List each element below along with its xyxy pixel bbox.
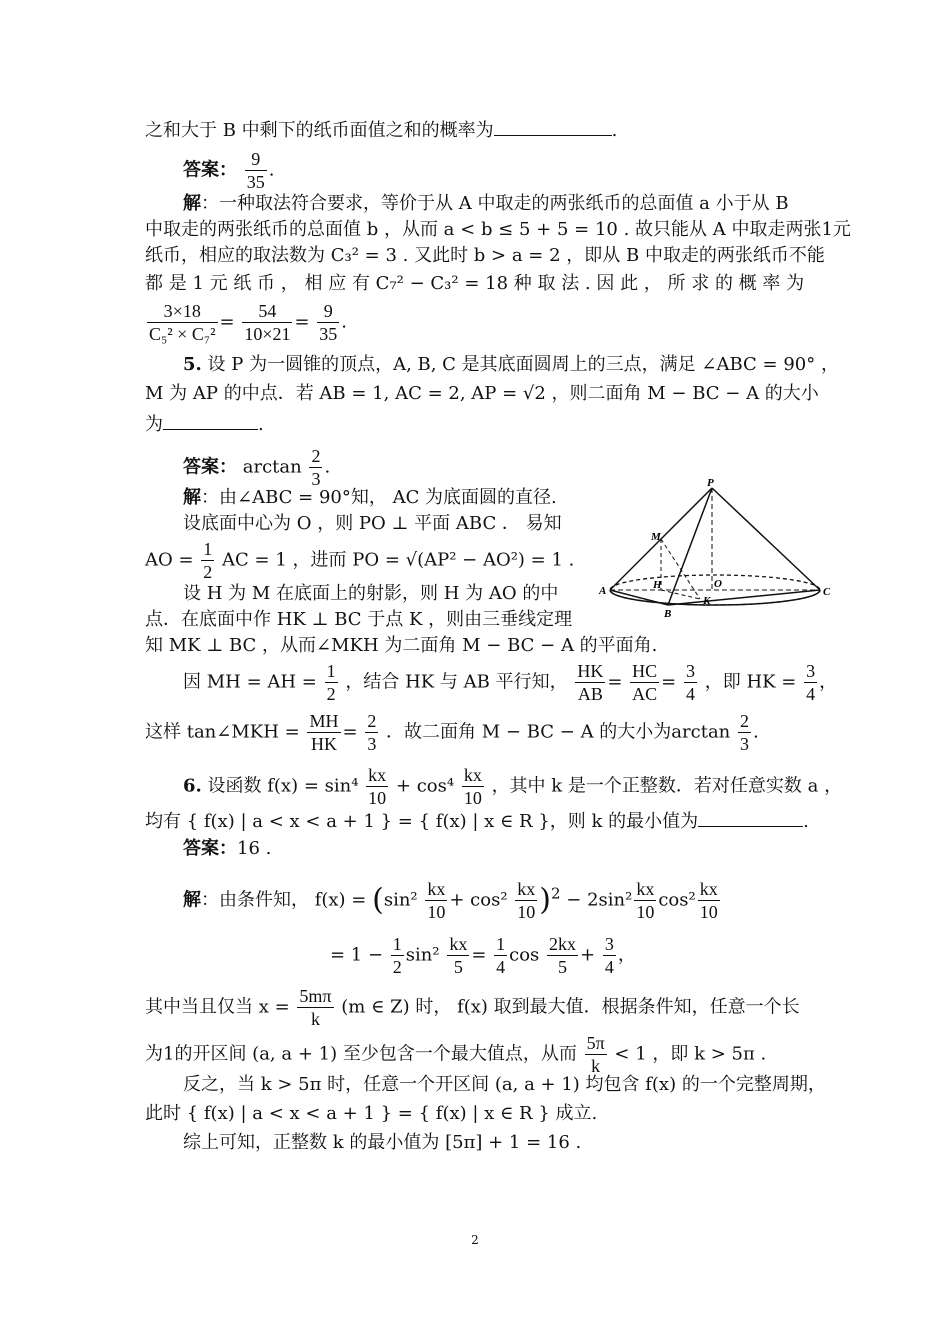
label-K: K <box>703 595 711 607</box>
solution-4-line4: 都 是 1 元 纸 币 ， 相 应 有 C₇² − C₃² = 18 种 取 法 . 因 此 ， 所 求 的 概 率 为 <box>145 273 805 294</box>
solution-6-line2: = 1 − $\frac{1}{2}$ sin² $\frac{kx}{5}$ = $\frac{1}{4}$ cos $\frac{2kx}{5}$ + $\frac{3}{4}$ ， <box>330 934 636 977</box>
label-B: B <box>664 608 672 618</box>
solution-5-line4: 设 H 为 M 在底面上的射影，则 H 为 AO 的中 <box>183 583 559 604</box>
solution-4-line1: 解：一种取法符合要求，等价于从 A 中取走的两张纸币的总面值 a 小于从 B <box>183 193 789 214</box>
answer-5: 答案： arctan $\frac{2}{3}$ . <box>183 446 331 489</box>
solution-4-line3: 纸币，相应的取法数为 C₃² = 3 . 又此时 b > a = 2 ，即从 B 中取走的两张纸币不能 <box>145 245 825 266</box>
solution-5-line2: 设底面中心为 O ，则 PO ⊥ 平面 ABC ． 易知 <box>183 513 562 534</box>
solution-5-line5: 点．在底面中作 HK ⊥ BC 于点 K ，则由三垂线定理 <box>145 609 573 630</box>
answer-blank <box>698 806 803 827</box>
solution-5-line6: 知 MK ⊥ BC ，从而∠MKH 为二面角 M − BC − A 的平面角. <box>145 635 658 656</box>
problem-6-line2: 均有 { f(x) | a < x < a + 1 } = { f(x) | x ∈ R }，则 k 的最小值为 . <box>145 806 809 835</box>
solution-5-line1: 解：由∠ABC = 90°知， AC 为底面圆的直径. <box>183 487 557 508</box>
answer-6: 答案：16 . <box>183 838 272 859</box>
problem4-tail: 之和大于 B 中剩下的纸币面值之和的概率为 . <box>145 115 617 144</box>
solution-4-probability: $\frac{3\times 18}{\text{C₅² × C₇²}}$ = $\frac{54}{10\times 21}$ = $\frac{9}{35}$ . <box>149 301 348 344</box>
label-H: H <box>653 579 662 591</box>
label-O: O <box>714 578 722 590</box>
problem-5-line3: 为 . <box>145 409 264 438</box>
solution-5-line3: AO = $\frac{1}{2}$ AC = 1 ，进而 PO = √(AP² − AO²) = 1 . <box>145 539 575 582</box>
solution-4-line2: 中取走的两张纸币的总面值 b ，从而 a < b ≤ 5 + 5 = 10 . 故只能从 A 中取走两张1元 <box>145 219 851 240</box>
problem-6-line1: 6. 设函数 f(x) = sin⁴ $\frac{kx}{10}$ + cos⁴ $\frac{kx}{10}$ ，其中 k 是一个正整数．若对任意实数 a ， <box>183 765 843 808</box>
solution-6-line4: 为1的开区间 (a, a + 1) 至少包含一个最大值点，从而 $\frac{5\pi}{k}$ < 1 ，即 k > 5π . <box>145 1033 767 1076</box>
solution-6-line7: 综上可知，正整数 k 的最小值为 [5π] + 1 = 16 . <box>183 1132 582 1153</box>
answer-blank <box>494 115 612 136</box>
solution-6-line5: 反之，当 k > 5π 时，任意一个开区间 (a, a + 1) 均包含 f(x) 的一个完整周期， <box>183 1074 826 1095</box>
solution-6-line1: 解：由条件知， f(x) = (sin² $\frac{kx}{10}$ + cos² $\frac{kx}{10}$ )$^2$ − 2sin² $\frac{kx}{10}$ cos² $\frac{kx}{10}$ <box>183 879 718 922</box>
solution-5-line8: 这样 tan∠MKH = $\frac{MH}{HK}$ = $\frac{2}{3}$ ．故二面角 M − BC − A 的大小为arctan $\frac{2}{3}$ . <box>145 711 759 754</box>
problem-5-line1: 5. 设 P 为一圆锥的顶点，A, B, C 是其底面圆周上的三点，满足 ∠ABC = 90° ， <box>183 354 839 375</box>
page-number: 2 <box>471 1233 479 1247</box>
problem-5-line2: M 为 AP 的中点．若 AB = 1, AC = 2, AP = √2 ，则二面角 M − BC − A 的大小 <box>145 383 819 404</box>
label-C: C <box>823 586 830 598</box>
cone-figure <box>595 478 830 618</box>
label-M: M <box>651 531 661 543</box>
solution-6-line6: 此时 { f(x) | a < x < a + 1 } = { f(x) | x ∈ R } 成立. <box>145 1103 598 1124</box>
answer-blank <box>163 409 258 430</box>
label-A: A <box>599 585 607 597</box>
solution-6-line3: 其中当且仅当 x = $\frac{5m\pi}{k}$ (m ∈ Z) 时， f(x) 取到最大值．根据条件知，任意一个长 <box>145 986 800 1029</box>
label-P: P <box>707 478 714 489</box>
solution-5-line7: 因 MH = AH = $\frac{1}{2}$ ，结合 HK 与 AB 平行知， $\frac{HK}{AB}$ = $\frac{HC}{AC}$ = $\frac{3}{4}$ ，即 HK = $\frac{3}{4}$ ， <box>183 661 838 704</box>
answer-4: 答案： $\frac{9}{35}$ . <box>183 149 275 192</box>
answer-4-fraction: $\frac{9}{35}$ <box>246 149 265 192</box>
